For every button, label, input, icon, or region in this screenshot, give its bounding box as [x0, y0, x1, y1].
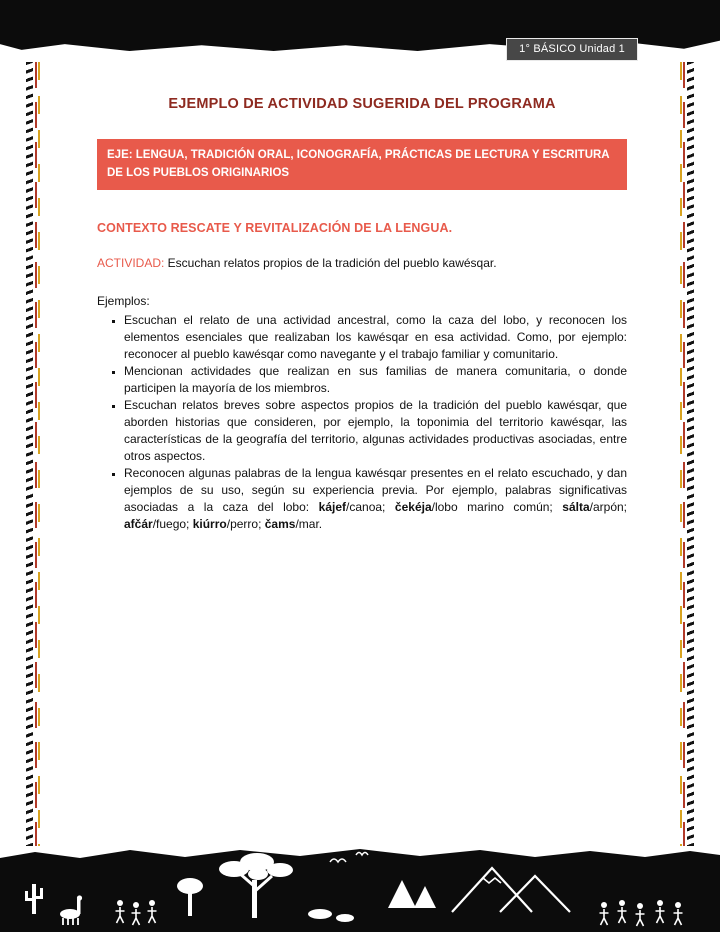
contexto-heading: CONTEXTO RESCATE Y REVITALIZACIÓN DE LA LENGUA.: [97, 220, 453, 235]
red-thread-line: [683, 62, 685, 846]
bullet-item: ▪ Escuchan el relato de una actividad ancestral, como la caza del lobo, y reconocen los elementos esenciales que realizaban los kawésqar en esa actividad. Como, por ejemplo: reconocer al pueblo kawésqar como navegante y el trabajo familiar y comunitario.: [124, 312, 627, 363]
footer-silhouette-art: [0, 842, 720, 932]
gold-thread-line: [680, 62, 682, 846]
eje-banner: EJE: LENGUA, TRADICIÓN ORAL, ICONOGRAFÍA, PRÁCTICAS DE LECTURA Y ESCRITURA DE LOS PUEBLOS ORIGINARIOS: [97, 139, 627, 190]
left-woven-border-decoration: [26, 62, 41, 846]
ejemplos-label: Ejemplos:: [97, 293, 150, 308]
zigzag-pattern: [687, 62, 694, 846]
bullet-item: ▪ Reconocen algunas palabras de la lengua kawésqar presentes en el relato escuchado, y dan ejemplos de su uso, según su experiencia previa. Por ejemplo, palabras significativas asociadas a la caza del lobo: kájef/canoa; čekéja/lobo marino común; sálta/arpón; afčár/fuego; kiúrro/perro; čams/mar.: [124, 465, 627, 533]
main-content: [97, 96, 627, 533]
right-woven-border-decoration: [679, 62, 694, 846]
actividad-line: [97, 256, 627, 270]
actividad-text: Escuchan relatos propios de la tradición del pueblo kawésqar.: [164, 255, 497, 270]
unit-badge: 1° BÁSICO Unidad 1: [506, 38, 638, 61]
page-title: EJEMPLO DE ACTIVIDAD SUGERIDA DEL PROGRAMA: [168, 96, 556, 112]
bullet-item: ▪ Escuchan relatos breves sobre aspectos propios de la tradición del pueblo kawésqar, que aborden historias que consideren, por ejemplo, la toponimia del territorio kawésqar, las características de la geografía del territorio, algunas actividades productivas asociadas, entre otros aspectos.: [124, 397, 627, 465]
red-thread-line: [35, 62, 37, 846]
zigzag-pattern: [26, 62, 33, 846]
bush-icon: [336, 914, 354, 922]
gold-thread-line: [38, 62, 40, 846]
bush-icon: [308, 909, 332, 919]
band-background: [0, 849, 720, 932]
examples-list: [97, 312, 627, 533]
actividad-label: ACTIVIDAD:: [97, 255, 165, 270]
bullet-item: ▪ Mencionan actividades que realizan en sus familias de manera comunitaria, o donde participen la mayoría de los miembros.: [124, 363, 627, 397]
